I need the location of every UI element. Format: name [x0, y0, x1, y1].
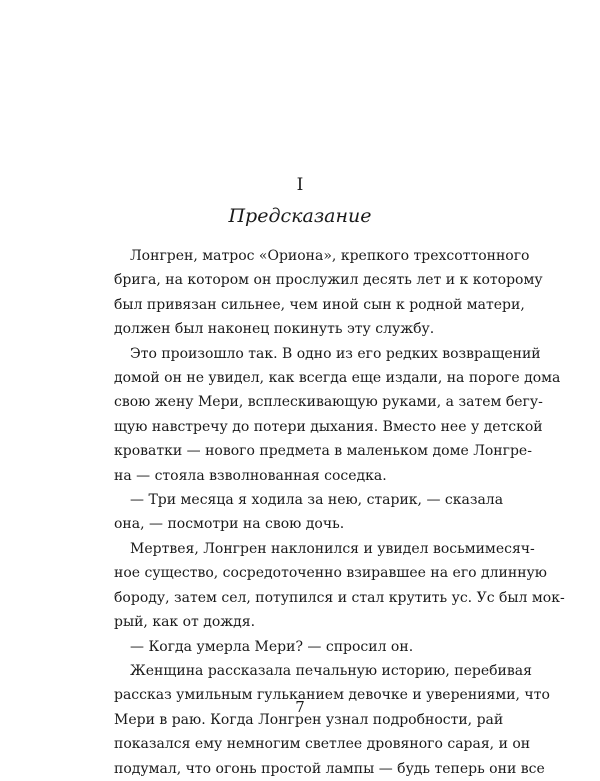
text-line: был привязан сильнее, чем иной сын к родной матери,	[114, 296, 525, 313]
paragraph	[114, 659, 550, 781]
text-line: Это произошло так. В одно из его редких возвращений	[130, 345, 541, 362]
text-line: ное существо, сосредоточенно взиравшее на его длинную	[114, 565, 547, 582]
text-line: подумал, что огонь простой лампы — будь теперь они все	[114, 760, 545, 777]
text-line: Женщина рассказала печальную историю, перебивая	[130, 662, 532, 679]
text-line: на — стояла взволнованная соседка.	[114, 467, 387, 484]
chapter-title: Предсказание	[228, 205, 372, 227]
page-number: 7	[295, 698, 305, 716]
paragraph	[114, 537, 565, 635]
text-line: свою жену Мери, всплескивающую руками, а затем бегу-	[114, 394, 543, 411]
text-line: показался ему немногим светлее дровяного сарая, и он	[114, 736, 531, 753]
text-line: бороду, затем сел, потупился и стал крутить ус. Ус был мок-	[114, 589, 565, 606]
text-line: кроватки — нового предмета в маленьком доме Лонгре-	[114, 443, 532, 460]
text-line: брига, на котором он прослужил десять лет и к которому	[114, 272, 543, 289]
text-line: Мери в раю. Когда Лонгрен узнал подробности, рай	[114, 711, 504, 728]
text-line: Мертвея, Лонгрен наклонился и увидел восьмимесяч-	[130, 540, 535, 557]
text-line: — Три месяца я ходила за нею, старик, — сказала	[130, 492, 504, 509]
text-line: рассказ умильным гульканием девочке и уверениями, что	[114, 687, 550, 704]
chapter-number: I	[296, 175, 304, 195]
text-line: щую навстречу до потери дыхания. Вместо нее у детской	[114, 418, 543, 435]
text-line: должен был наконец покинуть эту службу.	[114, 321, 435, 338]
text-line: она, — посмотри на свою дочь.	[114, 516, 345, 533]
paragraph	[114, 342, 561, 488]
text-line: рый, как от дождя.	[114, 614, 256, 631]
text-line: домой он не увидел, как всегда еще издали, на пороге дома	[114, 370, 561, 387]
paragraph	[114, 244, 543, 342]
paragraph	[114, 488, 504, 537]
paragraph	[114, 635, 481, 659]
text-line: — Когда умерла Мери? — спросил он.	[130, 638, 414, 655]
text-line: Лонгрен, матрос «Ориона», крепкого трехсоттонного	[130, 248, 530, 264]
